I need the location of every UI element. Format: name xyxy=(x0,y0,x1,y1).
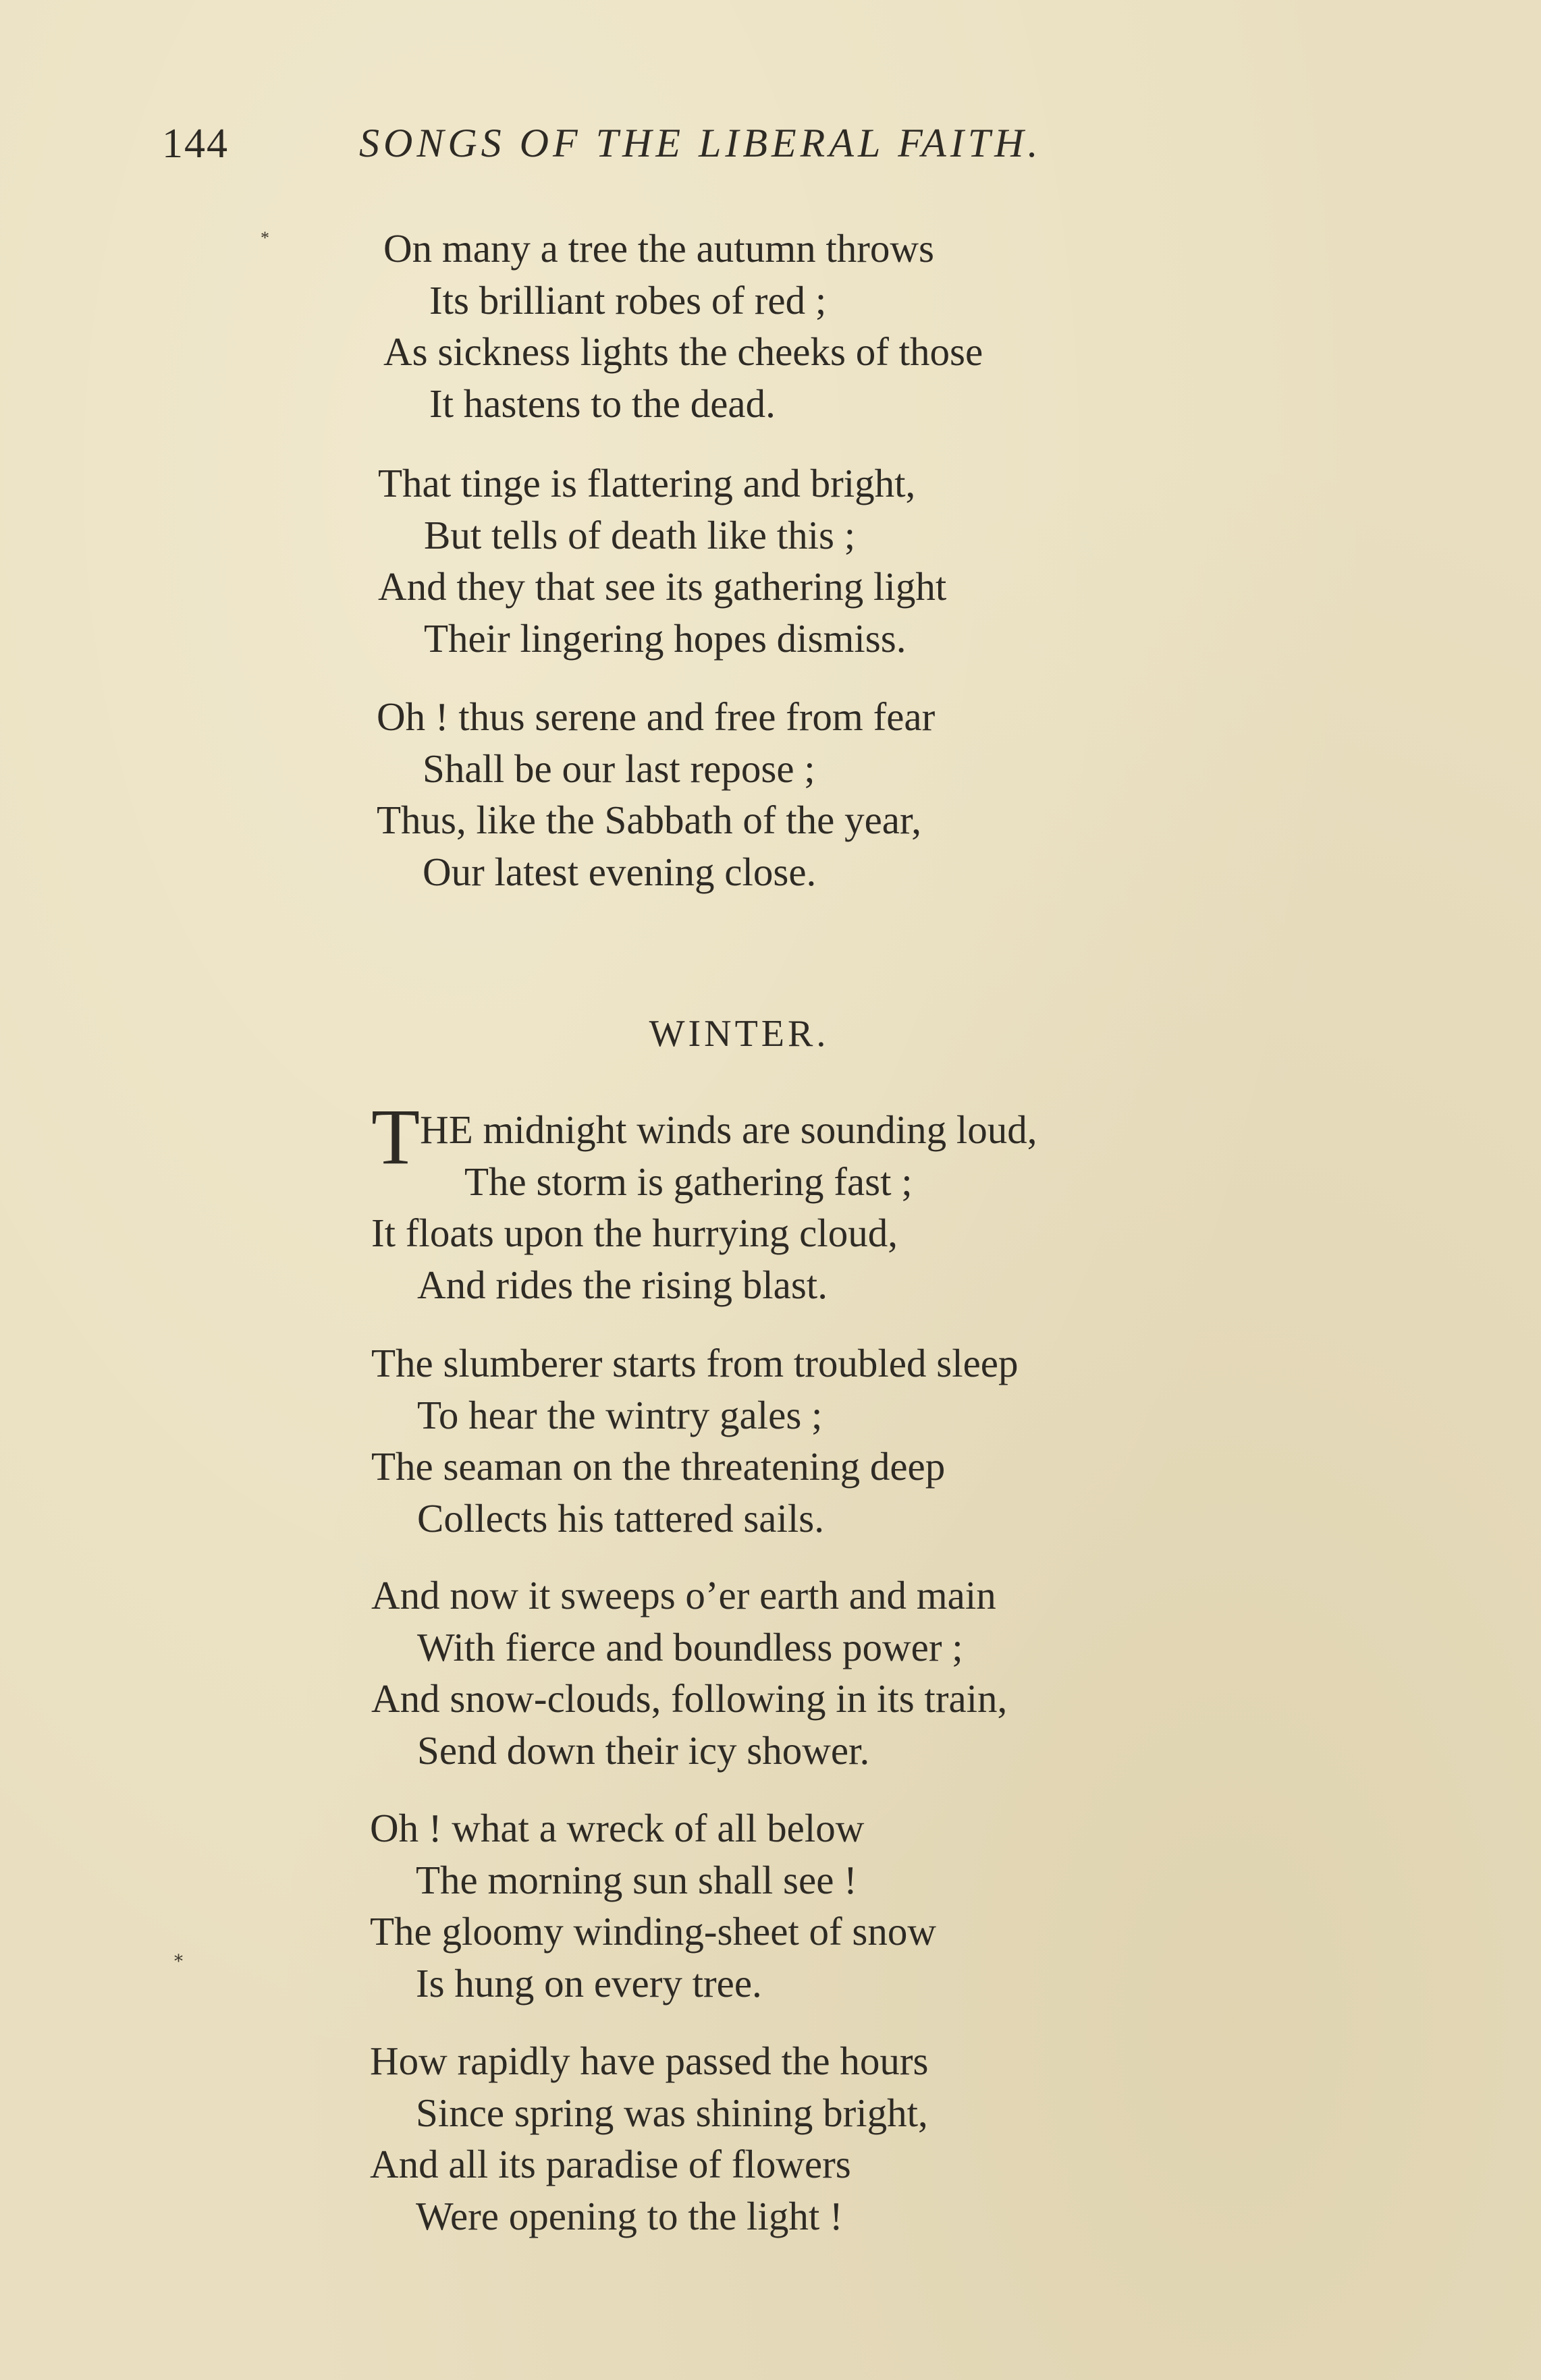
verse-line: HE midnight winds are sounding loud, xyxy=(420,1107,1037,1152)
first-verse-line xyxy=(371,1092,1037,1181)
stanza xyxy=(371,1092,1037,1310)
verse-line: And all its paradise of flowers xyxy=(370,2142,851,2186)
verse-line: The gloomy winding-sheet of snow xyxy=(370,1909,936,1954)
stanza xyxy=(377,691,935,897)
drop-cap: T xyxy=(371,1092,421,1181)
verse-line: And they that see its gathering light xyxy=(378,564,947,609)
stanza xyxy=(370,2035,928,2242)
stanza xyxy=(383,223,983,429)
verse-line: And rides the rising blast. xyxy=(417,1262,828,1307)
running-title: SONGS OF THE LIBERAL FAITH. xyxy=(359,121,1042,165)
poem-title: WINTER. xyxy=(649,1013,830,1055)
verse-line: It floats upon the hurrying cloud, xyxy=(371,1211,898,1255)
verse-line: The slumberer starts from troubled sleep xyxy=(371,1341,1019,1385)
ink-speck: * xyxy=(261,228,269,248)
verse-line: Their lingering hopes dismiss. xyxy=(424,615,907,661)
verse-line: Oh ! what a wreck of all below xyxy=(370,1806,865,1850)
verse-line: Thus, like the Sabbath of the year, xyxy=(377,798,922,842)
page-number: 144 xyxy=(162,121,229,167)
verse-line: But tells of death like this ; xyxy=(424,512,856,557)
verse-line: As sickness lights the cheeks of those xyxy=(383,329,983,374)
verse-line: On many a tree the autumn throws xyxy=(383,226,934,271)
verse-line: With fierce and boundless power ; xyxy=(417,1624,963,1669)
verse-line: And now it sweeps o’er earth and main xyxy=(371,1573,996,1617)
stanza xyxy=(371,1337,1018,1544)
verse-line: The storm is gathering fast ; xyxy=(464,1159,913,1204)
verse-line: And snow-clouds, following in its train, xyxy=(371,1676,1008,1721)
verse-line: Send down their icy shower. xyxy=(417,1727,870,1773)
stanza xyxy=(371,1570,1007,1776)
verse-line: How rapidly have passed the hours xyxy=(370,2039,929,2083)
verse-line: The seaman on the threatening deep xyxy=(371,1444,946,1489)
verse-line: Oh ! thus serene and free from fear xyxy=(377,694,936,739)
verse-line: Were opening to the light ! xyxy=(416,2193,843,2238)
ink-speck: ⁎ xyxy=(174,1946,183,1966)
verse-line: To hear the wintry gales ; xyxy=(417,1392,823,1437)
verse-line: Our latest evening close. xyxy=(423,849,817,894)
stanza xyxy=(378,458,946,664)
verse-line: It hastens to the dead. xyxy=(429,381,776,426)
verse-line: Its brilliant robes of red ; xyxy=(429,277,827,323)
verse-line: Since spring was shining bright, xyxy=(416,2090,928,2135)
verse-line: That tinge is flattering and bright, xyxy=(378,461,916,505)
stanza xyxy=(370,1802,936,2009)
verse-line: The morning sun shall see ! xyxy=(416,1857,857,1902)
running-head xyxy=(162,120,1174,174)
verse-line: Is hung on every tree. xyxy=(416,1960,762,2005)
verse-line: Collects his tattered sails. xyxy=(417,1495,824,1541)
verse-line: Shall be our last repose ; xyxy=(423,746,815,791)
